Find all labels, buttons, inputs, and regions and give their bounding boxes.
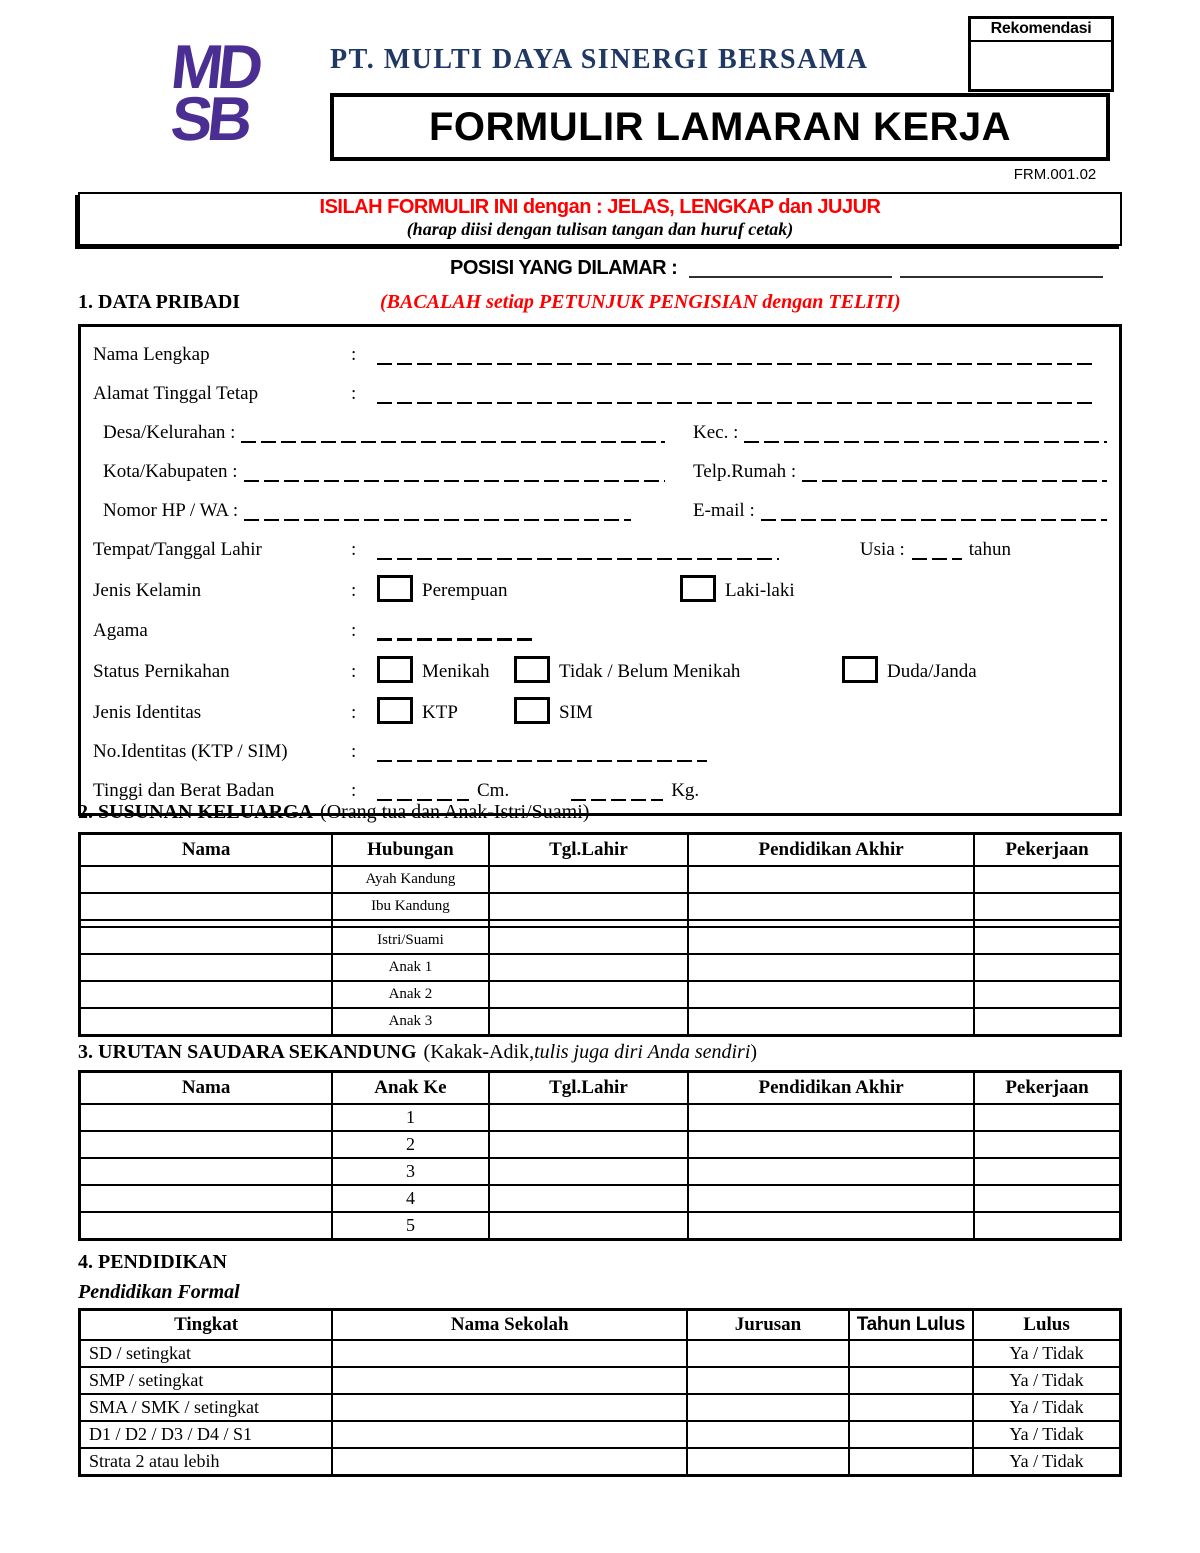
- colon: :: [351, 619, 357, 641]
- siblings-header-row: [80, 1072, 1121, 1105]
- family-cell-pendidikan[interactable]: [688, 981, 974, 1008]
- education-header-tingkat: Tingkat: [80, 1310, 333, 1341]
- family-row-anak-2: [80, 981, 1121, 1008]
- rekomendasi-box: [968, 16, 1114, 92]
- siblings-cell-pekerjaan[interactable]: [974, 1158, 1120, 1185]
- education-cell-jurusan[interactable]: [687, 1367, 848, 1394]
- siblings-cell-nama[interactable]: [80, 1185, 333, 1212]
- education-cell-lulus[interactable]: Ya / Tidak: [973, 1367, 1120, 1394]
- section-3-note-suffix: ): [750, 1041, 758, 1063]
- berat-line[interactable]: [571, 783, 663, 803]
- education-row-sma: [80, 1394, 1121, 1421]
- email-label: E-mail :: [693, 500, 755, 522]
- education-cell-lulus[interactable]: Ya / Tidak: [973, 1340, 1120, 1367]
- desa-line[interactable]: [241, 425, 665, 445]
- section-1-note: (BACALAH setiap PETUNJUK PENGISIAN dengan TELITI): [380, 291, 901, 313]
- desa-label: Desa/Kelurahan :: [103, 422, 236, 444]
- agama-label: Agama: [93, 619, 148, 641]
- field-tinggi-berat: [93, 777, 1107, 803]
- field-kota-telp: [93, 458, 1107, 484]
- position-applied-row: [450, 254, 1107, 280]
- nama-lengkap-label: Nama Lengkap: [93, 344, 210, 365]
- siblings-cell-tgl[interactable]: [489, 1185, 689, 1212]
- education-cell-jurusan[interactable]: [687, 1421, 848, 1448]
- siblings-cell-nama[interactable]: [80, 1158, 333, 1185]
- field-no-identitas: [93, 738, 1107, 764]
- field-desa-kec: [93, 419, 1107, 445]
- colon: :: [351, 660, 357, 682]
- siblings-cell-pendidikan[interactable]: [688, 1158, 974, 1185]
- family-cell-nama[interactable]: [80, 1008, 333, 1036]
- siblings-cell-pendidikan[interactable]: [688, 1131, 974, 1158]
- education-header-nama-sekolah: Nama Sekolah: [332, 1310, 687, 1341]
- family-cell-pekerjaan[interactable]: [974, 866, 1120, 893]
- family-cell-pekerjaan[interactable]: [974, 927, 1120, 954]
- section-3-note-prefix: (Kakak-Adik,: [423, 1041, 535, 1063]
- family-cell-pendidikan[interactable]: [688, 954, 974, 981]
- section-3-note-italic: tulis juga diri Anda sendiri: [534, 1041, 751, 1063]
- education-cell-lulus[interactable]: Ya / Tidak: [973, 1448, 1120, 1476]
- section-4-subtitle: Pendidikan Formal: [78, 1281, 240, 1303]
- sim-label: SIM: [559, 701, 593, 723]
- siblings-cell-tgl[interactable]: [489, 1212, 689, 1240]
- company-name: PT. MULTI DAYA SINERGI BERSAMA: [330, 44, 869, 75]
- education-row-smp: [80, 1367, 1121, 1394]
- siblings-header-pekerjaan: Pekerjaan: [974, 1072, 1120, 1105]
- siblings-cell-anak-ke: 2: [332, 1131, 488, 1158]
- siblings-cell-pekerjaan[interactable]: [974, 1212, 1120, 1240]
- checkbox-belum-menikah[interactable]: [514, 656, 550, 683]
- family-cell-hubungan: Ibu Kandung: [332, 893, 488, 920]
- instruction-banner: [78, 192, 1122, 246]
- jenis-kelamin-label: Jenis Kelamin: [93, 580, 202, 602]
- family-cell-tgl[interactable]: [489, 893, 689, 920]
- form-title: FORMULIR LAMARAN KERJA: [428, 104, 1012, 149]
- education-cell-lulus[interactable]: Ya / Tidak: [973, 1394, 1120, 1421]
- siblings-row-1: [80, 1104, 1121, 1131]
- family-cell-tgl[interactable]: [489, 1008, 689, 1036]
- family-cell-hubungan: Anak 3: [332, 1008, 488, 1036]
- family-cell-pendidikan[interactable]: [688, 1008, 974, 1036]
- section-3-title: 3. URUTAN SAUDARA SEKANDUNG: [78, 1041, 417, 1063]
- family-header-row: [80, 834, 1121, 867]
- family-header-hubungan: Hubungan: [332, 834, 488, 867]
- field-alamat: [93, 380, 1107, 406]
- mdsb-logo: [137, 33, 288, 154]
- checkbox-ktp[interactable]: [377, 697, 413, 724]
- checkbox-laki-laki[interactable]: [680, 575, 716, 602]
- colon: :: [351, 701, 357, 723]
- family-cell-tgl[interactable]: [489, 981, 689, 1008]
- field-jenis-kelamin: [93, 575, 1107, 603]
- siblings-cell-nama[interactable]: [80, 1212, 333, 1240]
- education-cell-tahun-lulus[interactable]: [849, 1448, 973, 1476]
- education-cell-tahun-lulus[interactable]: [849, 1421, 973, 1448]
- field-status-pernikahan: [93, 656, 1107, 684]
- siblings-cell-tgl[interactable]: [489, 1131, 689, 1158]
- family-row-ibu: [80, 893, 1121, 920]
- field-hp-email: [93, 497, 1107, 523]
- section-1-heading: [78, 291, 901, 314]
- siblings-table: [78, 1070, 1122, 1241]
- family-cell-tgl[interactable]: [489, 954, 689, 981]
- colon: :: [351, 383, 357, 405]
- ttl-line[interactable]: [377, 542, 779, 562]
- education-header-row: [80, 1310, 1121, 1341]
- family-cell-pendidikan[interactable]: [688, 893, 974, 920]
- family-table: [78, 832, 1122, 1037]
- family-cell-nama[interactable]: [80, 866, 333, 893]
- education-table: [78, 1308, 1122, 1477]
- logo-line-1: MD: [167, 33, 262, 102]
- education-cell-nama-sekolah[interactable]: [332, 1367, 687, 1394]
- section-1-title: 1. DATA PRIBADI: [78, 291, 241, 313]
- kec-label: Kec. :: [693, 422, 739, 444]
- section-4-heading: [78, 1251, 227, 1274]
- family-cell-tgl[interactable]: [489, 927, 689, 954]
- cm-label: Cm.: [477, 779, 510, 801]
- laki-laki-label: Laki-laki: [725, 580, 795, 602]
- tahun-label: tahun: [968, 539, 1011, 561]
- family-cell-pekerjaan[interactable]: [974, 981, 1120, 1008]
- instruction-line-1: ISILAH FORMULIR INI dengan : JELAS, LENGKAP dan JUJUR: [319, 196, 881, 218]
- alamat-label: Alamat Tinggal Tetap: [93, 383, 259, 405]
- siblings-row-3: [80, 1158, 1121, 1185]
- colon: :: [351, 779, 357, 801]
- education-row-strata2: [80, 1448, 1121, 1476]
- siblings-cell-anak-ke: 3: [332, 1158, 488, 1185]
- siblings-header-tgl-lahir: Tgl.Lahir: [489, 1072, 689, 1105]
- field-nama-lengkap: [93, 341, 1107, 367]
- hp-label: Nomor HP / WA :: [103, 500, 239, 522]
- tinggi-line[interactable]: [377, 783, 469, 803]
- colon: :: [351, 740, 357, 762]
- hp-line[interactable]: [244, 503, 631, 523]
- identitas-label: Jenis Identitas: [93, 701, 202, 723]
- education-cell-tingkat: D1 / D2 / D3 / D4 / S1: [80, 1421, 333, 1448]
- field-jenis-identitas: [93, 697, 1107, 725]
- form-title-box: [330, 93, 1110, 161]
- usia-line[interactable]: [912, 542, 962, 562]
- ktp-label: KTP: [422, 701, 458, 723]
- family-cell-hubungan: Istri/Suami: [332, 927, 488, 954]
- menikah-label: Menikah: [422, 660, 490, 682]
- siblings-cell-anak-ke: 1: [332, 1104, 488, 1131]
- rekomendasi-label: Rekomendasi: [971, 19, 1111, 42]
- education-cell-jurusan[interactable]: [687, 1394, 848, 1421]
- family-cell-pendidikan[interactable]: [688, 866, 974, 893]
- family-header-nama: Nama: [80, 834, 333, 867]
- family-cell-tgl[interactable]: [489, 866, 689, 893]
- education-cell-tingkat: Strata 2 atau lebih: [80, 1448, 333, 1476]
- family-header-pendidikan: Pendidikan Akhir: [688, 834, 974, 867]
- telp-line[interactable]: [802, 464, 1107, 484]
- duda-janda-label: Duda/Janda: [887, 660, 977, 682]
- education-cell-nama-sekolah[interactable]: [332, 1421, 687, 1448]
- siblings-row-4: [80, 1185, 1121, 1212]
- checkbox-menikah[interactable]: [377, 656, 413, 683]
- checkbox-duda-janda[interactable]: [842, 656, 878, 683]
- family-row-istri-suami: [80, 927, 1121, 954]
- siblings-cell-nama[interactable]: [80, 1104, 333, 1131]
- position-applied-line[interactable]: [689, 260, 1107, 280]
- family-cell-nama[interactable]: [80, 927, 333, 954]
- rekomendasi-blank-area[interactable]: [971, 42, 1111, 82]
- family-header-tgl-lahir: Tgl.Lahir: [489, 834, 689, 867]
- siblings-cell-pendidikan[interactable]: [688, 1185, 974, 1212]
- checkbox-perempuan[interactable]: [377, 575, 413, 602]
- education-cell-lulus[interactable]: Ya / Tidak: [973, 1421, 1120, 1448]
- education-cell-tingkat: SMP / setingkat: [80, 1367, 333, 1394]
- telp-label: Telp.Rumah :: [693, 461, 797, 483]
- email-line[interactable]: [761, 503, 1107, 523]
- colon: :: [351, 580, 357, 602]
- siblings-cell-anak-ke: 4: [332, 1185, 488, 1212]
- education-cell-tahun-lulus[interactable]: [849, 1367, 973, 1394]
- section-2-note: (Orang tua dan Anak-Istri/Suami): [320, 801, 590, 823]
- ttl-label: Tempat/Tanggal Lahir: [93, 539, 262, 561]
- siblings-cell-pekerjaan[interactable]: [974, 1131, 1120, 1158]
- kota-label: Kota/Kabupaten :: [103, 461, 238, 483]
- field-agama: [93, 617, 1107, 643]
- education-header-lulus: Lulus: [973, 1310, 1120, 1341]
- siblings-cell-pendidikan[interactable]: [688, 1104, 974, 1131]
- family-cell-nama[interactable]: [80, 954, 333, 981]
- education-header-tahun-lulus: Tahun Lulus: [849, 1310, 973, 1341]
- no-identitas-line[interactable]: [377, 744, 707, 764]
- education-cell-tingkat: SD / setingkat: [80, 1340, 333, 1367]
- family-row-ayah: [80, 866, 1121, 893]
- form-code: FRM.001.02: [1013, 166, 1097, 183]
- siblings-header-nama: Nama: [80, 1072, 333, 1105]
- siblings-header-anak-ke: Anak Ke: [332, 1072, 488, 1105]
- family-header-pekerjaan: Pekerjaan: [974, 834, 1120, 867]
- education-cell-nama-sekolah[interactable]: [332, 1340, 687, 1367]
- family-row-anak-1: [80, 954, 1121, 981]
- siblings-header-pendidikan: Pendidikan Akhir: [688, 1072, 974, 1105]
- education-cell-tahun-lulus[interactable]: [849, 1394, 973, 1421]
- colon: :: [351, 539, 357, 561]
- siblings-cell-pendidikan[interactable]: [688, 1212, 974, 1240]
- siblings-cell-pekerjaan[interactable]: [974, 1185, 1120, 1212]
- family-cell-nama[interactable]: [80, 893, 333, 920]
- status-label: Status Pernikahan: [93, 660, 230, 682]
- education-row-diploma: [80, 1421, 1121, 1448]
- education-cell-tingkat: SMA / SMK / setingkat: [80, 1394, 333, 1421]
- siblings-cell-anak-ke: 5: [332, 1212, 488, 1240]
- colon: :: [351, 344, 357, 365]
- education-cell-jurusan[interactable]: [687, 1340, 848, 1367]
- belum-menikah-label: Tidak / Belum Menikah: [559, 660, 741, 682]
- family-cell-pekerjaan[interactable]: [974, 893, 1120, 920]
- tinggi-berat-label: Tinggi dan Berat Badan: [93, 779, 275, 801]
- alamat-line[interactable]: [377, 386, 1093, 406]
- section-2-heading: [78, 801, 589, 824]
- no-identitas-label: No.Identitas (KTP / SIM): [93, 740, 288, 762]
- family-cell-hubungan: Anak 2: [332, 981, 488, 1008]
- family-cell-nama[interactable]: [80, 981, 333, 1008]
- personal-data-box: [78, 324, 1122, 816]
- section-4-subtitle-row: [78, 1281, 240, 1304]
- siblings-row-2: [80, 1131, 1121, 1158]
- kec-line[interactable]: [744, 425, 1107, 445]
- perempuan-label: Perempuan: [422, 580, 508, 602]
- siblings-cell-pekerjaan[interactable]: [974, 1104, 1120, 1131]
- section-2-title: 2. SUSUNAN KELUARGA: [78, 801, 314, 823]
- section-3-heading: [78, 1041, 757, 1064]
- agama-line[interactable]: [377, 623, 537, 643]
- usia-label: Usia :: [859, 539, 905, 561]
- kota-line[interactable]: [244, 464, 665, 484]
- field-ttl: [93, 536, 1107, 562]
- family-row-anak-3: [80, 1008, 1121, 1036]
- family-cell-pekerjaan[interactable]: [974, 954, 1120, 981]
- education-header-jurusan: Jurusan: [687, 1310, 848, 1341]
- family-cell-pendidikan[interactable]: [688, 927, 974, 954]
- checkbox-sim[interactable]: [514, 697, 550, 724]
- nama-lengkap-line[interactable]: [377, 347, 1093, 367]
- education-cell-tahun-lulus[interactable]: [849, 1340, 973, 1367]
- family-divider-row: [80, 920, 1121, 927]
- siblings-cell-tgl[interactable]: [489, 1158, 689, 1185]
- siblings-row-5: [80, 1212, 1121, 1240]
- family-cell-hubungan: Ayah Kandung: [332, 866, 488, 893]
- family-cell-hubungan: Anak 1: [332, 954, 488, 981]
- education-cell-jurusan[interactable]: [687, 1448, 848, 1476]
- education-cell-nama-sekolah[interactable]: [332, 1448, 687, 1476]
- family-cell-pekerjaan[interactable]: [974, 1008, 1120, 1036]
- education-cell-nama-sekolah[interactable]: [332, 1394, 687, 1421]
- position-applied-label: POSISI YANG DILAMAR :: [450, 257, 678, 279]
- section-4-title: 4. PENDIDIKAN: [78, 1251, 227, 1273]
- siblings-cell-nama[interactable]: [80, 1131, 333, 1158]
- siblings-cell-tgl[interactable]: [489, 1104, 689, 1131]
- kg-label: Kg.: [671, 779, 700, 801]
- logo-line-2: SB: [167, 85, 252, 154]
- instruction-line-2: (harap diisi dengan tulisan tangan dan huruf cetak): [406, 219, 794, 239]
- education-row-sd: [80, 1340, 1121, 1367]
